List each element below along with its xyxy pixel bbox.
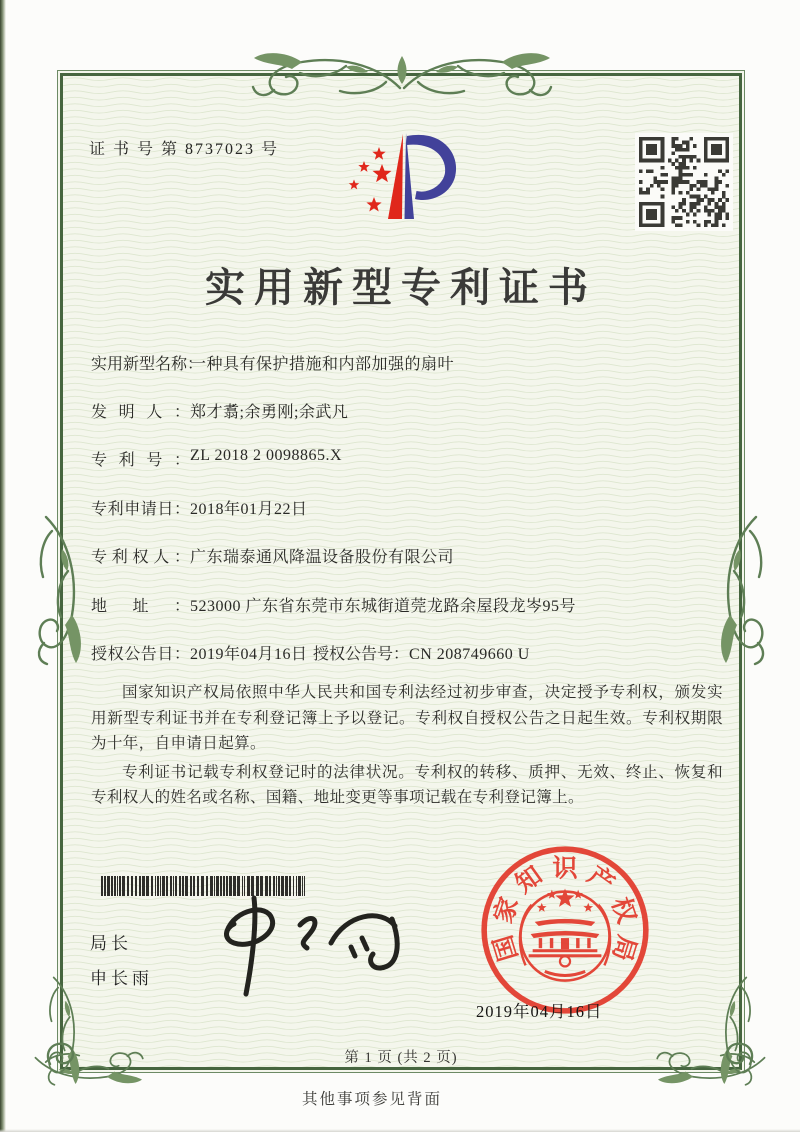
svg-text:家: 家: [489, 893, 524, 927]
svg-text:国: 国: [488, 931, 524, 965]
field-value: CN 208749660 U: [409, 646, 530, 663]
legal-paragraph-2: 专利证书记载专利权登记时的法律状况。专利权的转移、质押、无效、终止、恢复和专利权人的姓名或名称、国籍、地址变更等事项记载在专利登记簿上。: [91, 763, 723, 806]
field-value: 郑才翥;余勇刚;余武凡: [190, 404, 349, 421]
field-value: 2019年04月16日: [190, 646, 308, 663]
left-edge-flourish: [30, 515, 88, 665]
field-row-patentee: [91, 544, 454, 567]
field-row-address: [91, 593, 576, 616]
field-value: 2018年01月22日: [190, 501, 308, 518]
field-value: ZL 2018 2 0098865.X: [190, 447, 343, 464]
svg-text:权: 权: [606, 893, 641, 927]
bottom-left-flourish: [30, 972, 145, 1090]
scan-edge: [0, 0, 6, 1132]
seal-date: 2019年04月16日: [476, 1002, 603, 1021]
back-note: 其他事项参见背面: [301, 1091, 442, 1108]
field-row-filing-date: [91, 496, 308, 519]
certificate-frame: [57, 70, 745, 1073]
commissioner-title: 局长: [90, 934, 132, 953]
field-value: 523000 广东省东莞市东城街道莞龙路余屋段龙岑95号: [190, 598, 577, 615]
svg-text:识: 识: [552, 854, 578, 883]
field-row-grant: [91, 641, 530, 664]
certificate-frame-inner: [60, 73, 742, 1070]
commissioner-name: 申长雨: [90, 969, 153, 988]
field-row-patent-no: [91, 447, 342, 470]
signature-icon: [213, 891, 408, 1001]
field-label: 实用新型名称 ：: [91, 351, 190, 374]
field-label: 专利申请日 ：: [91, 496, 190, 519]
svg-text:产: 产: [582, 861, 620, 899]
cnipa-logo-icon: [331, 121, 491, 239]
grant-publication-no: [313, 641, 530, 664]
legal-text: [91, 680, 723, 814]
legal-paragraph-1: 国家知识产权局依照中华人民共和国专利法经过初步审查，决定授予专利权，颁发实用新型专利证书并在专利登记簿上予以登记。专利权自授权公告之日起生效。专利权期限为十年，自申请日起算。: [91, 684, 723, 752]
bottom-right-flourish: [655, 972, 770, 1090]
field-label: 发明人 ：: [91, 399, 190, 422]
field-row-inventors: [91, 399, 348, 422]
field-row-name: [91, 351, 454, 374]
certificate-number: 证 书 号 第 8737023 号: [89, 141, 280, 158]
qr-code-icon: [635, 133, 733, 231]
field-label: 地址 ：: [91, 593, 190, 616]
svg-text:知: 知: [510, 861, 548, 899]
field-value: 广东瑞泰通风降温设备股份有限公司: [190, 549, 455, 566]
field-label: 专利权人 ：: [91, 544, 190, 567]
certificate-content: [63, 76, 739, 1067]
svg-text:局: 局: [606, 931, 642, 965]
field-label: 授权公告号 ：: [313, 646, 409, 663]
cnipa-seal-icon: [471, 836, 659, 1024]
field-value: 一种具有保护措施和内部加强的扇叶: [190, 356, 455, 373]
field-label: 专利号 ：: [91, 447, 190, 470]
certificate-title: 实用新型专利证书: [205, 265, 597, 310]
page-number: 第 1 页 (共 2 页): [344, 1050, 458, 1066]
right-edge-flourish: [714, 515, 772, 665]
top-center-flourish: [252, 44, 552, 102]
field-label: 授权公告日 ：: [91, 641, 190, 664]
